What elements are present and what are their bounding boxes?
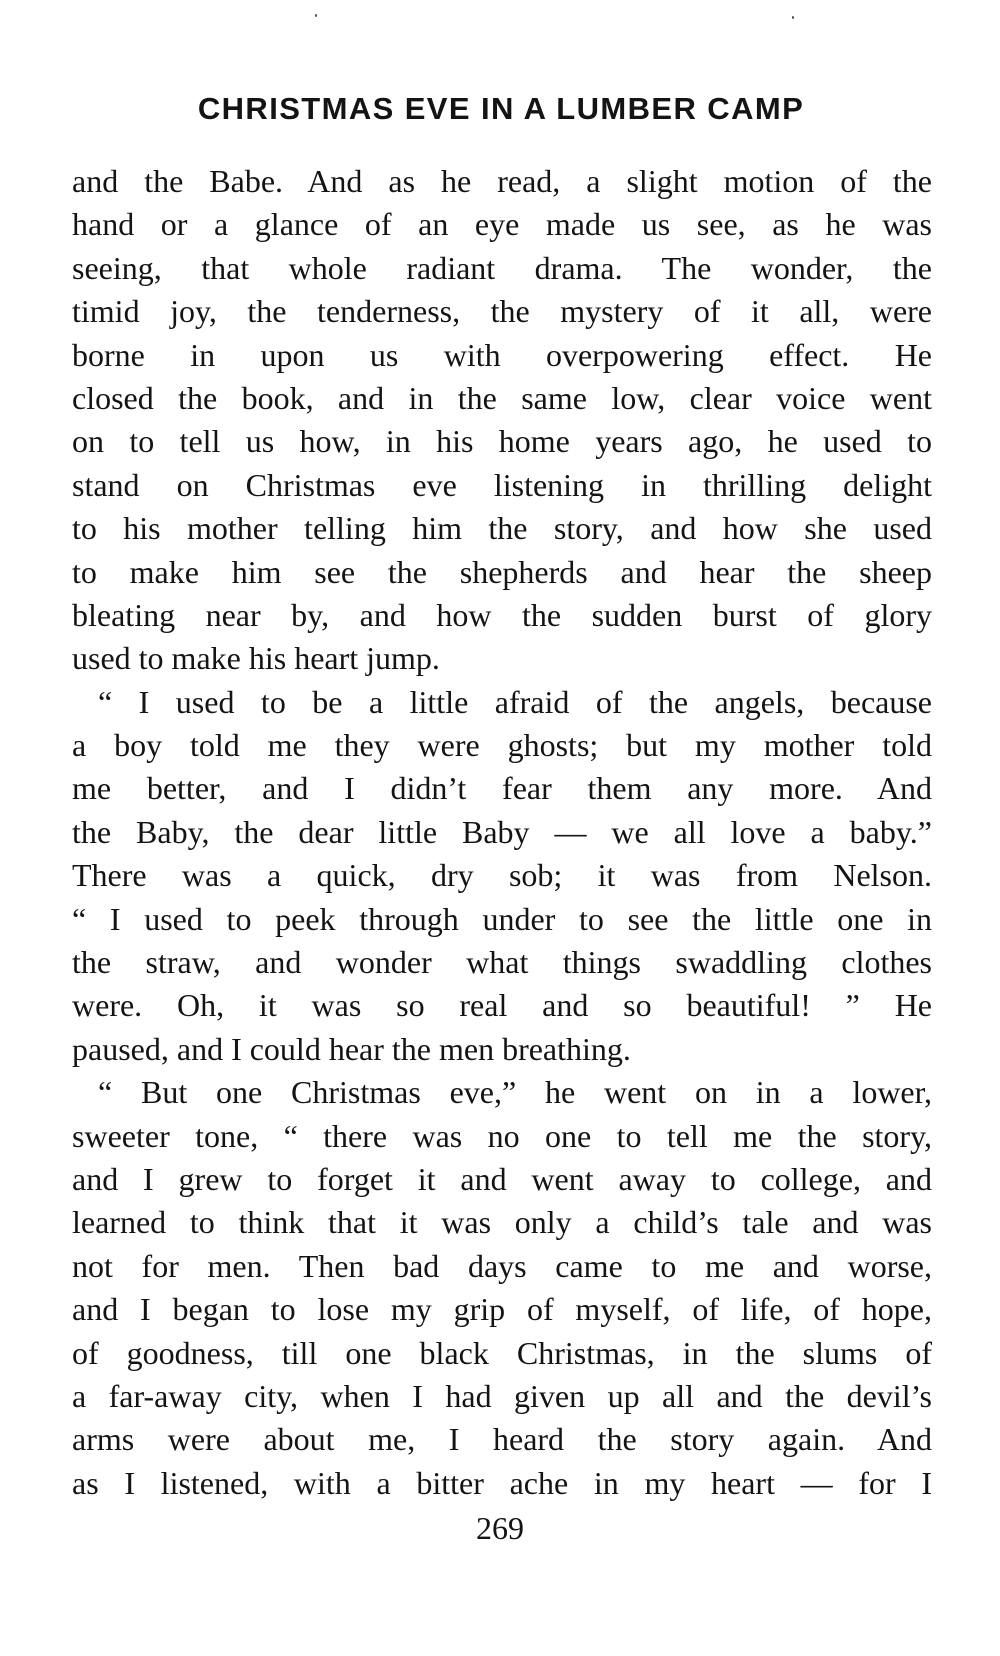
text-line: the straw, and wonder what things swaddling clothes	[72, 944, 932, 981]
text-line: hand or a glance of an eye made us see, as he was	[72, 206, 932, 243]
text-line: sweeter tone, “ there was no one to tell me the story,	[72, 1117, 932, 1154]
text-line: as I listened, with a bitter ache in my heart — for I	[72, 1464, 932, 1501]
text-line: closed the book, and in the same low, clear voice went	[72, 379, 932, 416]
text-line: used to make his heart jump.	[72, 640, 440, 677]
text-line: “ I used to be a little afraid of the angels, because	[98, 683, 932, 720]
text-line: were. Oh, it was so real and so beautiful! ” He	[72, 987, 932, 1024]
text-line: a boy told me they were ghosts; but my mother told	[72, 727, 932, 764]
text-line: to make him see the shepherds and hear the sheep	[72, 553, 932, 590]
text-line: the Baby, the dear little Baby — we all love a baby.”	[72, 813, 932, 850]
text-line: borne in upon us with overpowering effect. He	[72, 336, 932, 373]
page-number: 269	[476, 1510, 524, 1546]
text-line: to his mother telling him the story, and how she used	[72, 510, 932, 547]
text-line: bleating near by, and how the sudden burst of glory	[72, 596, 932, 633]
text-line: “ I used to peek through under to see the little one in	[72, 900, 932, 937]
text-line: not for men. Then bad days came to me and worse,	[72, 1247, 932, 1284]
text-line: arms were about me, I heard the story again. And	[72, 1421, 932, 1458]
running-head: CHRISTMAS EVE IN A LUMBER CAMP	[197, 91, 805, 126]
text-line: and the Babe. And as he read, a slight motion of the	[72, 163, 932, 199]
text-line: paused, and I could hear the men breathing.	[72, 1030, 631, 1067]
text-line: timid joy, the tenderness, the mystery of it all, were	[72, 293, 932, 330]
print-speck	[315, 14, 317, 17]
text-line: stand on Christmas eve listening in thrilling delight	[72, 466, 932, 503]
text-line: me better, and I didn’t fear them any more. And	[72, 770, 932, 807]
text-line: “ But one Christmas eve,” he went on in a lower,	[98, 1074, 932, 1111]
text-line: a far-away city, when I had given up all and the devil’s	[72, 1377, 932, 1414]
print-speck	[792, 16, 794, 19]
text-line: on to tell us how, in his home years ago, he used to	[72, 423, 932, 460]
text-line: learned to think that it was only a child’s tale and was	[72, 1204, 932, 1241]
text-line: seeing, that whole radiant drama. The wonder, the	[72, 249, 932, 286]
body-text	[72, 160, 932, 1505]
text-line: and I grew to forget it and went away to college, and	[72, 1160, 932, 1197]
text-line: and I began to lose my grip of myself, of life, of hope,	[72, 1291, 932, 1328]
text-line: There was a quick, dry sob; it was from Nelson.	[72, 857, 932, 894]
text-line: of goodness, till one black Christmas, in the slums of	[72, 1334, 932, 1371]
